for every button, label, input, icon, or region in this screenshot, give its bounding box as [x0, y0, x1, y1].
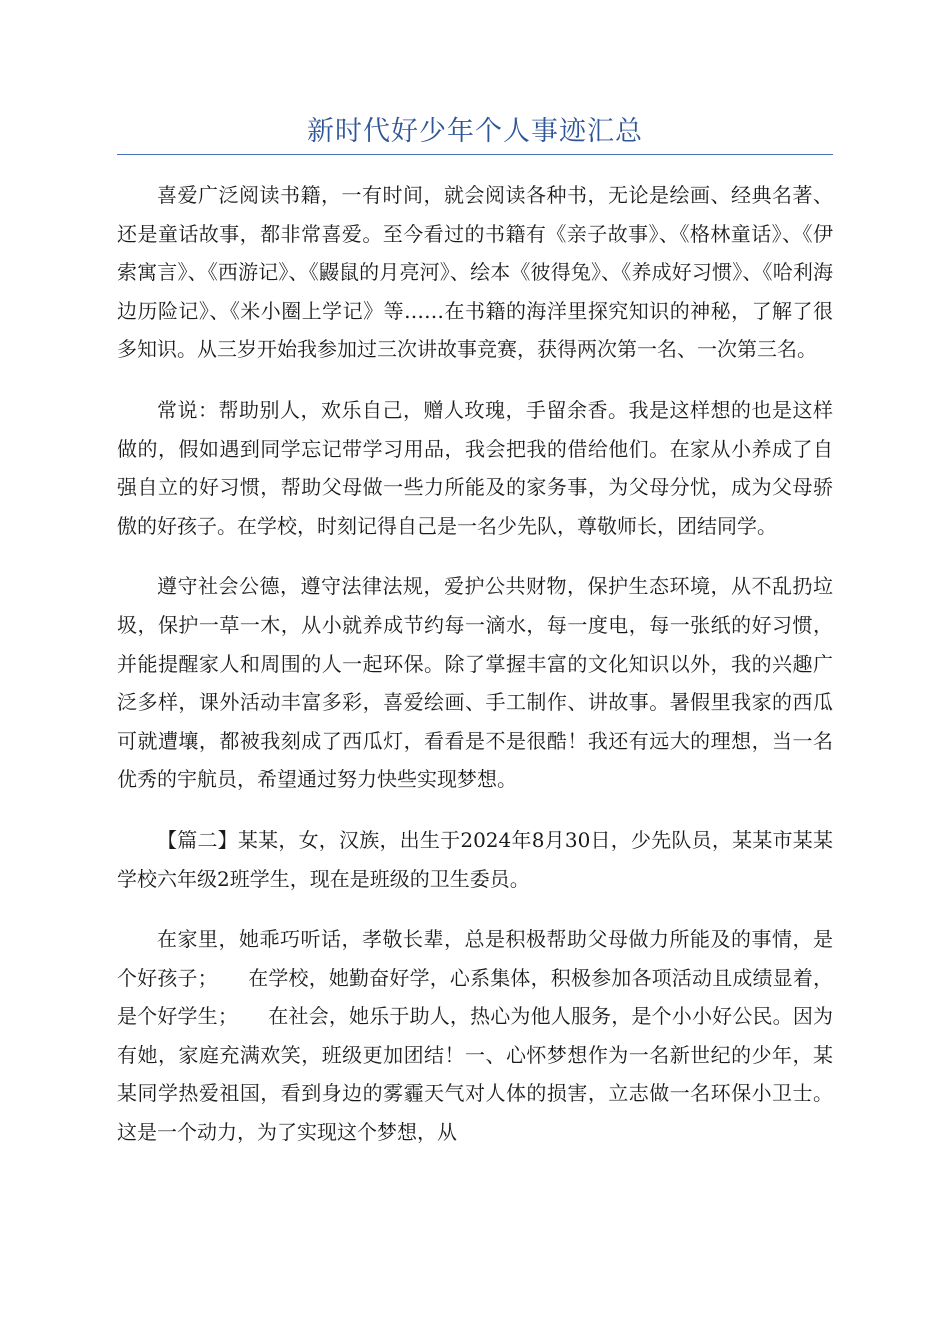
paragraph-reading: 喜爱广泛阅读书籍，一有时间，就会阅读各种书，无论是绘画、经典名著、还是童话故事，都非常喜爱。至今看过的书籍有《亲子故事》、《格林童话》、《伊索寓言》、《西游记》、《鼹鼠的月亮河》、绘本《彼得兔》、《养成好习惯》、《哈利海边历险记》、《米小圈上学记》等……在书籍的海洋里探究知识的神秘，了解了很多知识。从三岁开始我参加过三次讲故事竞赛，获得两次第一名、一次第三名。	[117, 183, 833, 362]
document-title: 新时代好少年个人事迹汇总	[307, 116, 643, 147]
document-body	[117, 176, 833, 1174]
paragraph-part-two-intro: 【篇二】某某，女，汉族，出生于2024年8月30日，少先队员，某某市某某学校六年级2班学生，现在是班级的卫生委员。	[117, 827, 833, 891]
paragraph-helping: 常说：帮助别人，欢乐自己，赠人玫瑰，手留余香。我是这样想的也是这样做的，假如遇到同学忘记带学习用品，我会把我的借给他们。在家从小养成了自强自立的好习惯，帮助父母做一些力所能及的家务事，为父母分忧，成为父母骄傲的好孩子。在学校，时刻记得自己是一名少先队，尊敬师长，团结同学。	[117, 397, 833, 538]
paragraph-environment: 遵守社会公德，遵守法律法规，爱护公共财物，保护生态环境，从不乱扔垃圾，保护一草一木，从小就养成节约每一滴水，每一度电，每一张纸的好习惯，并能提醒家人和周围的人一起环保。除了掌握丰富的文化知识以外，我的兴趣广泛多样，课外活动丰富多彩，喜爱绘画、手工制作、讲故事。暑假里我家的西瓜可就遭壤，都被我刻成了西瓜灯，看看是不是很酷！我还有远大的理想，当一名优秀的宇航员，希望通过努力快些实现梦想。	[117, 574, 833, 792]
paragraph-part-two-details: 在家里，她乖巧听话，孝敬长辈，总是积极帮助父母做力所能及的事情，是个好孩子； 在学校，她勤奋好学，心系集体，积极参加各项活动且成绩显着，是个好学生； 在社会，她乐于助人，热心为他人服务，是个小小好公民。因为有她，家庭充满欢笑，班级更加团结！一、心怀梦想作为一名新世纪的少年，某某同学热爱祖国，看到身边的雾霾天气对人体的损害，立志做一名环保小卫士。这是一个动力，为了实现这个梦想，从	[117, 927, 833, 1145]
title-underline	[117, 154, 833, 155]
